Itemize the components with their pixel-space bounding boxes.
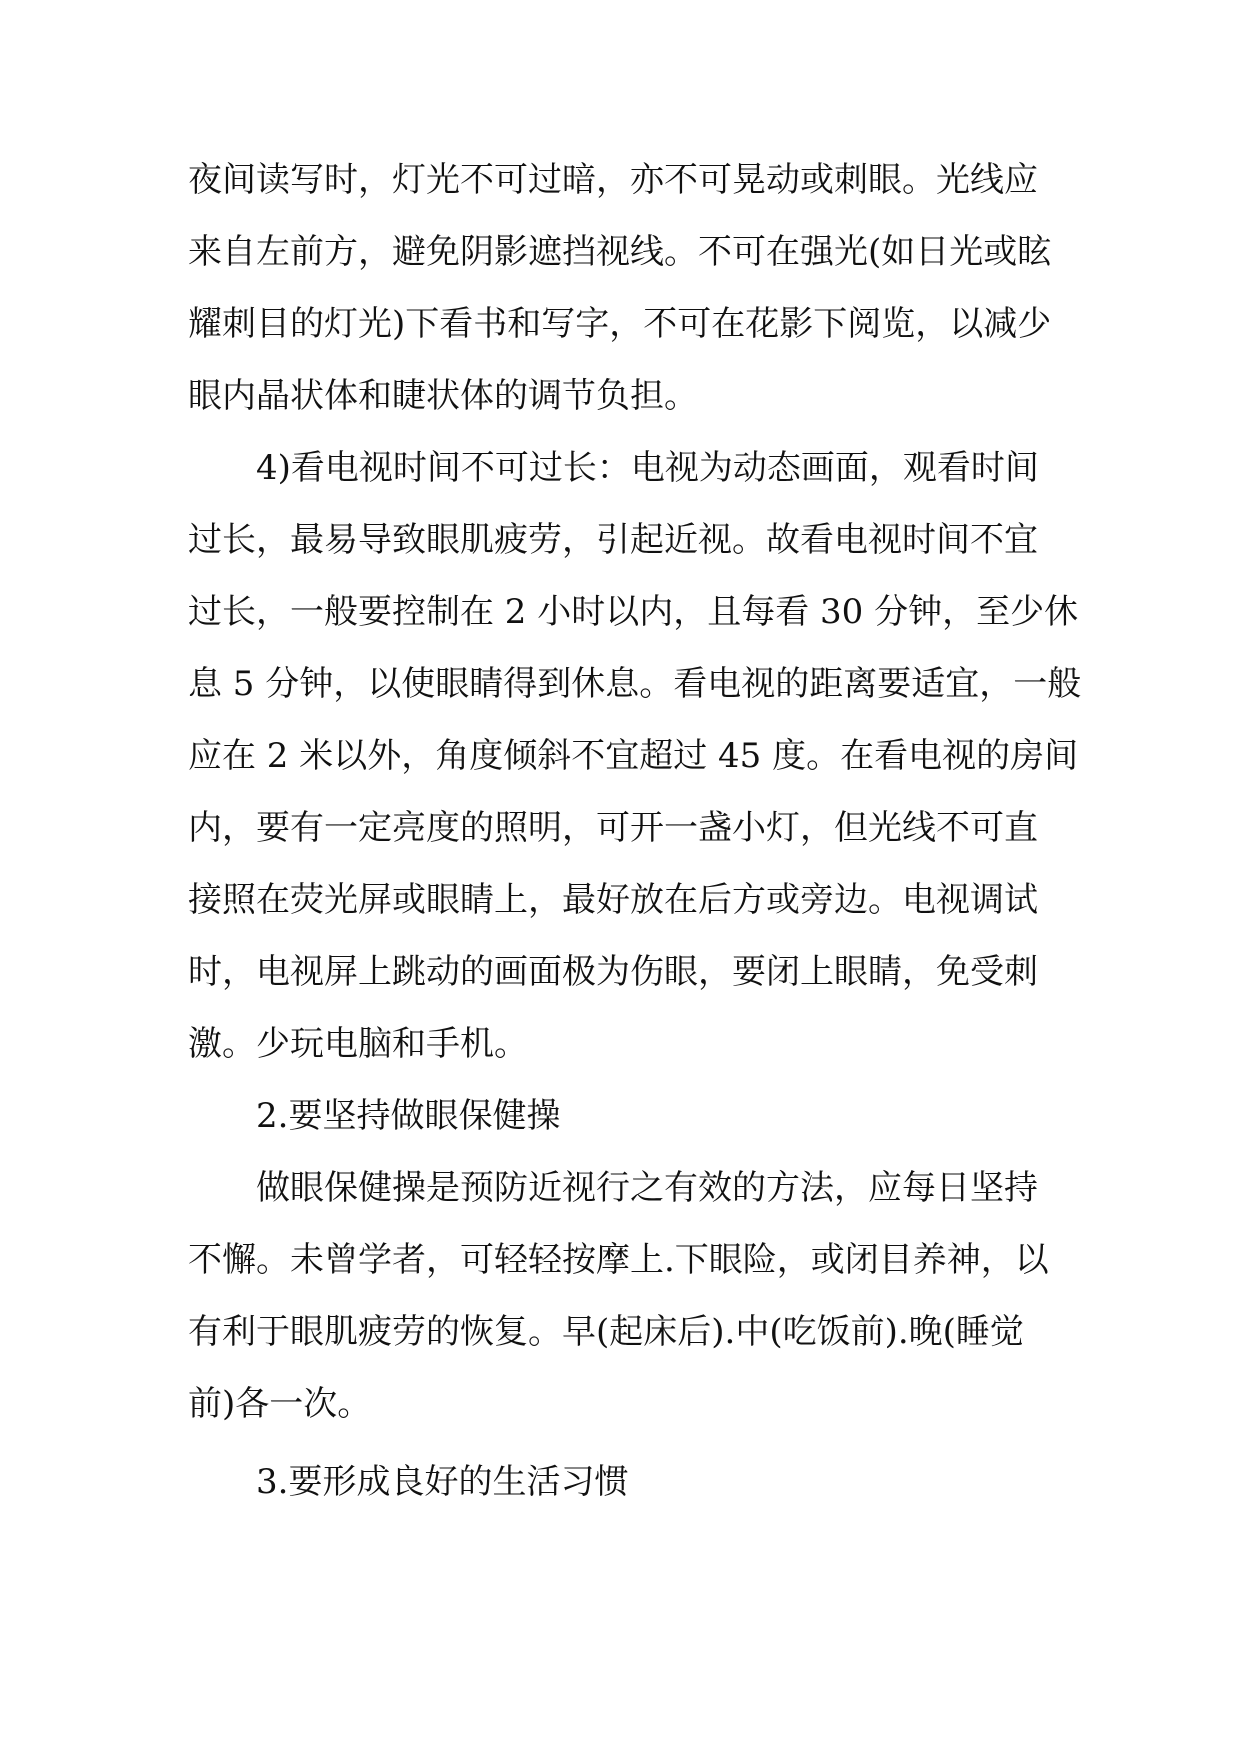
text-line: 夜间读写时，灯光不可过暗，亦不可晃动或刺眼。光线应: [188, 160, 1038, 200]
text-line: 前)各一次。: [188, 1384, 372, 1424]
text-line: 来自左前方，避免阴影遮挡视线。不可在强光(如日光或眩: [188, 232, 1052, 272]
text-line: 过长，最易导致眼肌疲劳，引起近视。故看电视时间不宜: [188, 520, 1038, 560]
text-line: 接照在荧光屏或眼睛上，最好放在后方或旁边。电视调试: [188, 880, 1038, 920]
text-line: 应在 2 米以外，角度倾斜不宜超过 45 度。在看电视的房间: [188, 736, 1079, 776]
section-heading: 2.要坚持做眼保健操: [256, 1096, 561, 1136]
text-line: 激。少玩电脑和手机。: [188, 1024, 528, 1064]
text-line: 不懈。未曾学者，可轻轻按摩上.下眼险，或闭目养神，以: [188, 1240, 1049, 1280]
text-line: 4)看电视时间不可过长：电视为动态画面，观看时间: [256, 448, 1039, 488]
text-line: 有利于眼肌疲劳的恢复。早(起床后).中(吃饭前).晚(睡觉: [188, 1312, 1024, 1352]
text-line: 做眼保健操是预防近视行之有效的方法，应每日坚持: [256, 1168, 1038, 1208]
text-line: 内，要有一定亮度的照明，可开一盏小灯，但光线不可直: [188, 808, 1038, 848]
text-line: 耀刺目的灯光)下看书和写字，不可在花影下阅览，以减少: [188, 304, 1052, 344]
text-line: 过长，一般要控制在 2 小时以内，且每看 30 分钟，至少休: [188, 592, 1079, 632]
text-line: 息 5 分钟，以使眼睛得到休息。看电视的距离要适宜，一般: [188, 664, 1082, 704]
section-heading: 3.要形成良好的生活习惯: [256, 1462, 629, 1502]
text-line: 时，电视屏上跳动的画面极为伤眼，要闭上眼睛，免受刺: [188, 952, 1038, 992]
text-line: 眼内晶状体和睫状体的调节负担。: [188, 376, 698, 416]
